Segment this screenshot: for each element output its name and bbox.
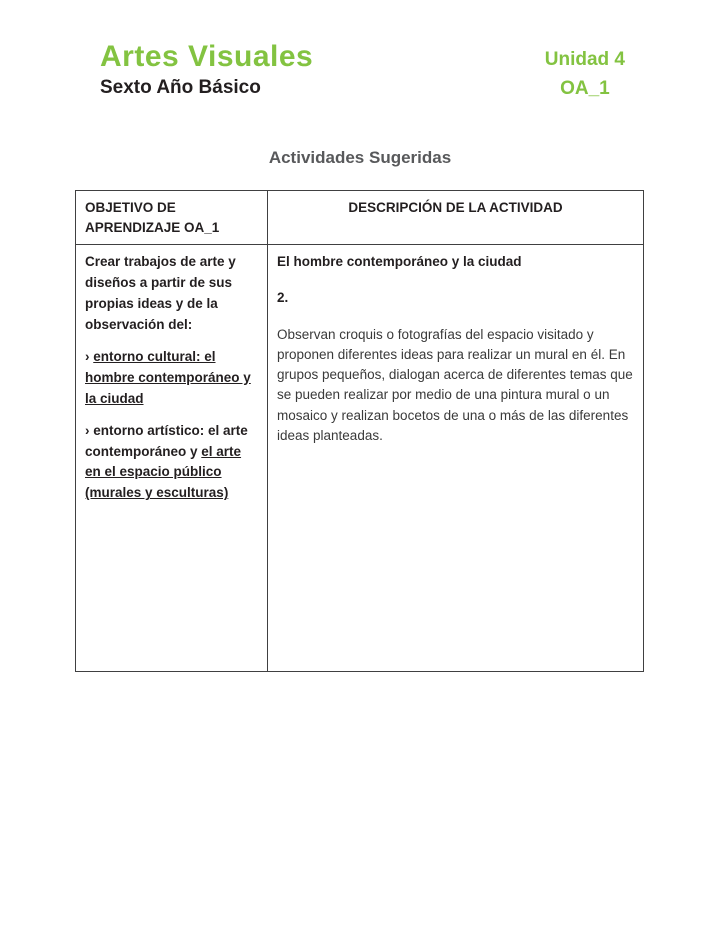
header-row xyxy=(76,191,644,245)
oa-label: OA_1 xyxy=(560,78,610,99)
document-title: Artes Visuales xyxy=(100,40,314,73)
activities-table xyxy=(75,190,644,672)
objective-bullet-1 xyxy=(85,347,258,410)
header-right xyxy=(545,40,625,100)
bullet-1-marker: › xyxy=(85,348,94,364)
objective-intro: Crear trabajos de arte y diseños a partir de sus propias ideas y de la observación del: xyxy=(85,254,236,332)
header-left xyxy=(100,40,313,99)
document-subtitle: Sexto Año Básico xyxy=(100,77,261,98)
activity-body: Observan croquis o fotografías del espacio visitado y proponen diferentes ideas para realizar un mural en él. En grupos pequeños, dialogan acerca de diferentes temas que se pueden realizar por medio de una pintura mural o un mosaico y realizan bocetos de una o más de las diferentes ideas planteadas. xyxy=(277,326,633,443)
table-row xyxy=(76,245,644,672)
table-head xyxy=(76,191,644,245)
activity-title: El hombre contemporáneo y la ciudad xyxy=(277,254,522,270)
description-column-header: DESCRIPCIÓN DE LA ACTIVIDAD xyxy=(268,191,644,245)
objective-column-header: OBJETIVO DE APRENDIZAJE OA_1 xyxy=(76,191,268,245)
activity-number: 2. xyxy=(277,290,289,306)
objective-bullet-2 xyxy=(85,421,258,505)
bullet-2-underlined-text: el arte en el espacio público (murales y esculturas) xyxy=(85,443,242,501)
table-body xyxy=(76,245,644,672)
objective-cell xyxy=(76,245,268,672)
bullet-2-plain-text: › entorno artístico: el arte contemporáneo y xyxy=(85,422,248,459)
document-header xyxy=(0,0,720,100)
section-title: Actividades Sugeridas xyxy=(268,148,452,167)
unit-label: Unidad 4 xyxy=(544,49,625,70)
activity-cell xyxy=(268,245,644,672)
bullet-1-underlined-text: entorno cultural: el hombre contemporáneo y la ciudad xyxy=(85,348,251,406)
